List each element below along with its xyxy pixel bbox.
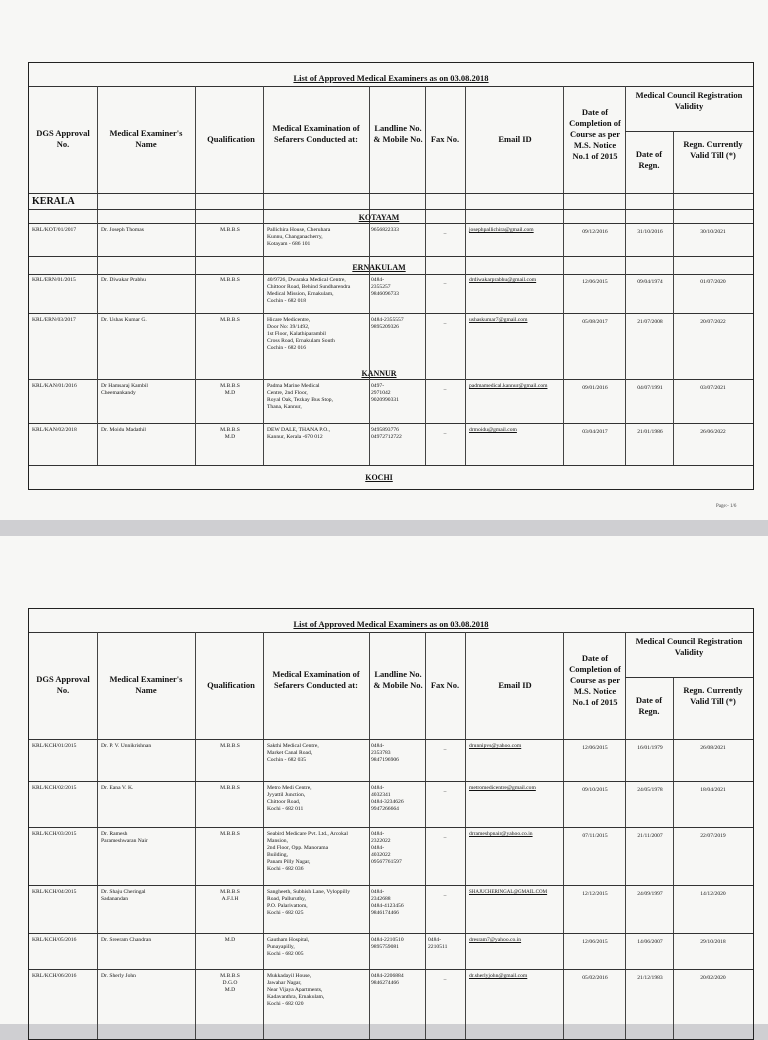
regn-valid: 01/07/2020 xyxy=(700,279,726,285)
header-regn-valid: Regn. Currently Valid Till (*) xyxy=(683,139,743,160)
qualification: M.B.B.S xyxy=(220,743,240,749)
dgs-number: KRL/KAN/01/2016 xyxy=(32,383,77,389)
qualification: M.D xyxy=(224,937,236,943)
exam-place: Sangheeth, Subhish Lane, Vyloppilly Road, Palluruthy, P.O. Palarivattom, Kochi - 682 025 xyxy=(267,889,351,916)
regn-valid: 03/07/2021 xyxy=(700,385,726,391)
course-date: 12/12/2015 xyxy=(582,891,608,897)
header-phone: Landline No. & Mobile No. xyxy=(373,123,423,144)
regn-valid: 30/10/2021 xyxy=(700,229,726,235)
course-date: 12/06/2015 xyxy=(582,745,608,751)
page-number: Page:- 1/6 xyxy=(716,504,737,509)
course-date: 05/08/2017 xyxy=(582,319,608,325)
phone: 0484- 2355257 9846096733 xyxy=(371,277,399,297)
course-date: 05/02/2016 xyxy=(582,975,608,981)
phone: 0497- 2971042 9020990331 xyxy=(371,383,399,403)
qualification: M.B.B.S xyxy=(220,831,240,837)
email[interactable]: drrameshpnair@yahoo.co.in xyxy=(469,831,533,837)
phone: 0484-2355557 9895209326 xyxy=(371,317,404,330)
table-row xyxy=(29,935,753,965)
phone: 9495893776 04972712722 xyxy=(371,427,402,440)
dgs-number: KRL/ERN/03/2017 xyxy=(32,317,76,323)
header-fax: Fax No. xyxy=(430,134,460,144)
dgs-number: KRL/KCH/02/2015 xyxy=(32,785,77,791)
dgs-number: KRL/KOT/01/2017 xyxy=(32,227,77,233)
header-qualification: Qualification xyxy=(207,134,255,144)
document-page-2 xyxy=(0,536,768,1024)
course-date: 12/06/2015 xyxy=(582,939,608,945)
table-frame xyxy=(28,62,754,490)
header-place: Medical Examination of Sefarers Conducted at: xyxy=(272,123,360,144)
exam-place: DEW DALE, THANA P.O., Kannur, Kerala -670 012 xyxy=(267,427,331,440)
table-row xyxy=(29,971,753,1037)
header-place: Medical Examination of Sefarers Conducted at: xyxy=(272,669,360,690)
dgs-number: KRL/KAN/02/2018 xyxy=(32,427,77,433)
list-title: List of Approved Medical Examiners as on 03.08.2018 xyxy=(293,619,489,629)
examiner-name: Dr. Shaju Cheringal Sadanandan xyxy=(101,889,146,902)
phone: 0484- 2322022 0484- 4032022 09567761597 xyxy=(371,831,402,865)
qualification: M.B.B.S xyxy=(220,277,240,283)
regn-date: 21/07/2008 xyxy=(637,319,663,325)
table-frame xyxy=(28,608,754,1040)
header-council: Medical Council Registration Validity xyxy=(635,636,743,657)
header-email: Email ID xyxy=(498,680,532,690)
region-heading: KOCHI xyxy=(365,473,393,482)
course-date: 09/10/2015 xyxy=(582,787,608,793)
phone: 0484- 2353783 9847196906 xyxy=(371,743,399,763)
header-name: Medical Examiner's Name xyxy=(109,674,183,695)
regn-valid: 22/07/2019 xyxy=(700,833,726,839)
header-qualification: Qualification xyxy=(207,680,255,690)
exam-place: Seabird Medicare Pvt. Ltd., Arcokal Mansion, 2nd Floor, Opp. Manorama Building, Panam Pilly Nagar, Kochi - 682 036 xyxy=(267,831,348,872)
fax: _ xyxy=(443,787,447,793)
course-date: 12/06/2015 xyxy=(582,279,608,285)
course-date: 09/12/2016 xyxy=(582,229,608,235)
examiner-name: Dr. Diwakar Prabhu xyxy=(101,277,146,283)
header-regn-valid: Regn. Currently Valid Till (*) xyxy=(683,685,743,706)
fax: _ xyxy=(443,833,447,839)
phone: 0484-2206884 9846274466 xyxy=(371,973,404,986)
email[interactable]: dresram7@yahoo.co.in xyxy=(469,937,522,943)
exam-place: Padma Marine Medical Centre, 2nd Floor, Royal Oak, Tezkay Bus Stop, Thana, Kannur, xyxy=(267,383,334,410)
examiner-name: Dr. P. V. Unnikrishnan xyxy=(101,743,152,749)
dgs-number: KRL/KCH/06/2016 xyxy=(32,973,77,979)
list-title: List of Approved Medical Examiners as on 03.08.2018 xyxy=(293,73,489,83)
table-row xyxy=(29,829,753,885)
phone: 0484- 2342688 0484-4123456 9846174466 xyxy=(371,889,404,916)
course-date: 03/04/2017 xyxy=(582,429,608,435)
qualification: M.B.B.S D.G.O M.D xyxy=(220,973,240,993)
course-date: 09/01/2016 xyxy=(582,385,608,391)
table-row xyxy=(29,315,753,359)
header-dgs: DGS Approval No. xyxy=(36,128,90,149)
exam-place: Gautham Hospital, Punayapilly, Kochi - 682 005 xyxy=(267,937,310,957)
qualification: M.B.B.S A.F.I.H xyxy=(220,889,240,902)
regn-date: 04/07/1991 xyxy=(637,385,663,391)
regn-valid: 18/04/2021 xyxy=(700,787,726,793)
regn-date: 21/11/2007 xyxy=(637,833,663,839)
header-email: Email ID xyxy=(498,134,532,144)
regn-date: 21/12/1983 xyxy=(637,975,663,981)
regn-valid: 14/12/2020 xyxy=(700,891,726,897)
regn-date: 21/01/1986 xyxy=(637,429,663,435)
qualification: M.B.B.S xyxy=(220,227,240,233)
exam-place: Hicare Medicentre, Door No: 39/1492, 1st Floor, Kalathiparambil Cross Road, Ernakulam South Cochin - 682 016 xyxy=(267,317,335,351)
email[interactable]: SHAJUCHERINGAL@GMAIL.COM xyxy=(469,890,548,895)
exam-place: Metro Medi Centre, Jyyattil Junction, Chittoor Road, Kochi - 682 011 xyxy=(267,785,312,812)
header-fax: Fax No. xyxy=(430,680,460,690)
fax: _ xyxy=(443,891,447,897)
fax: _ xyxy=(443,429,447,435)
table-row xyxy=(29,887,753,927)
fax: _ xyxy=(443,319,447,325)
exam-place: Pallichira House, Cheruhara Kunnu, Changanacherry, Kotayam - 686 101 xyxy=(267,227,331,247)
regn-valid: 26/06/2022 xyxy=(700,429,726,435)
region-heading: KOTAYAM xyxy=(358,213,400,222)
regn-date: 24/09/1997 xyxy=(637,891,663,897)
table-row xyxy=(29,275,753,311)
fax: 0484- 2210511 xyxy=(428,937,448,950)
header-name: Medical Examiner's Name xyxy=(109,128,183,149)
regn-date: 31/10/2016 xyxy=(637,229,663,235)
email[interactable]: dr.sherlyjohn@gmail.com xyxy=(469,973,528,979)
phone: 0484-2210510 9895759081 xyxy=(371,937,404,950)
header-course-date: Date of Completion of Course as per M.S. Notice No.1 of 2015 xyxy=(569,653,621,707)
email[interactable]: josephpallichira@gmail.com xyxy=(469,227,534,233)
header-course-date: Date of Completion of Course as per M.S. Notice No.1 of 2015 xyxy=(569,107,621,161)
email[interactable]: padmamedical.kannur@gmail.com xyxy=(469,383,548,389)
email[interactable]: ushaskumar7@gmail.com xyxy=(469,317,528,323)
qualification: M.B.B.S xyxy=(220,317,240,323)
regn-valid: 29/10/2018 xyxy=(700,939,726,945)
table-row xyxy=(29,381,753,417)
course-date: 07/11/2015 xyxy=(582,833,608,839)
dgs-number: KRL/KCH/03/2015 xyxy=(32,831,77,837)
regn-valid: 20/02/2020 xyxy=(700,975,726,981)
exam-place: Mukkadayil House, Jawahar Nagar, Near Vijaya Apartments, Kadavanthra, Ernakulam, Kochi - 682 020 xyxy=(267,973,325,1007)
email[interactable]: drunnipvs@yahoo.com xyxy=(469,743,522,749)
table-row xyxy=(29,783,753,823)
dgs-number: KRL/KCH/04/2015 xyxy=(32,889,77,895)
table-row xyxy=(29,425,753,461)
examiner-name: Dr. Moidu Madathil xyxy=(101,427,146,433)
exam-place: 40/9726, Dwaraka Medical Centre, Chittoor Road, Behind Sundharendra Medical Mission, Ernakulam, Cochin - 682 018 xyxy=(267,277,351,304)
regn-date: 14/06/2007 xyxy=(637,939,663,945)
examiner-name: Dr. Sherly John xyxy=(101,973,136,979)
state-heading: KERALA xyxy=(32,196,75,207)
regn-valid: 20/07/2022 xyxy=(700,319,726,325)
dgs-number: KRL/ERN/01/2015 xyxy=(32,277,76,283)
regn-date: 16/01/1979 xyxy=(637,745,663,751)
fax: _ xyxy=(443,975,447,981)
fax: _ xyxy=(443,279,447,285)
phone: 9656822333 xyxy=(371,227,399,233)
qualification: M.B.B.S M.D xyxy=(220,427,240,440)
email[interactable]: metromedicentre@gmail.com xyxy=(469,785,536,791)
table-row xyxy=(29,225,753,255)
region-heading: KANNUR xyxy=(361,369,397,378)
regn-valid: 26/08/2021 xyxy=(700,745,726,751)
header-dgs: DGS Approval No. xyxy=(36,674,90,695)
region-heading: ERNAKULAM xyxy=(352,263,406,272)
dgs-number: KRL/KCH/05/2016 xyxy=(32,937,77,943)
examiner-name: Dr. Eana V. K. xyxy=(101,785,134,791)
regn-date: 09/04/1974 xyxy=(637,279,663,285)
header-council: Medical Council Registration Validity xyxy=(635,90,743,111)
email[interactable]: drdiwakarprabhu@gmail.com xyxy=(469,277,537,283)
header-regn-date: Date of Regn. xyxy=(635,149,663,170)
examiner-name: Dr Hamsaraj Kambil Cheemankandy xyxy=(101,383,148,396)
qualification: M.B.B.S xyxy=(220,785,240,791)
fax: _ xyxy=(443,745,447,751)
table-row xyxy=(29,741,753,777)
header-phone: Landline No. & Mobile No. xyxy=(373,669,423,690)
fax: _ xyxy=(443,229,447,235)
qualification: M.B.B.S M.D xyxy=(220,383,240,396)
examiner-name: Dr. Joseph Thomas xyxy=(101,227,144,233)
regn-date: 24/05/1978 xyxy=(637,787,663,793)
examiner-name: Dr. Ramesh Parameshwaran Nair xyxy=(101,831,148,844)
email[interactable]: drmoidu@gmail.com xyxy=(469,427,517,433)
examiner-name: Dr. Sreeram Chandran xyxy=(101,937,152,943)
fax: _ xyxy=(443,385,447,391)
dgs-number: KRL/KCH/01/2015 xyxy=(32,743,77,749)
header-regn-date: Date of Regn. xyxy=(635,695,663,716)
examiner-name: Dr. Ushas Kumar G. xyxy=(101,317,147,323)
exam-place: Sakthi Medical Centre, Market Canal Road, Cochin - 682 035 xyxy=(267,743,319,763)
phone: 0484- 4032341 0484-3234626 9947266664 xyxy=(371,785,404,812)
